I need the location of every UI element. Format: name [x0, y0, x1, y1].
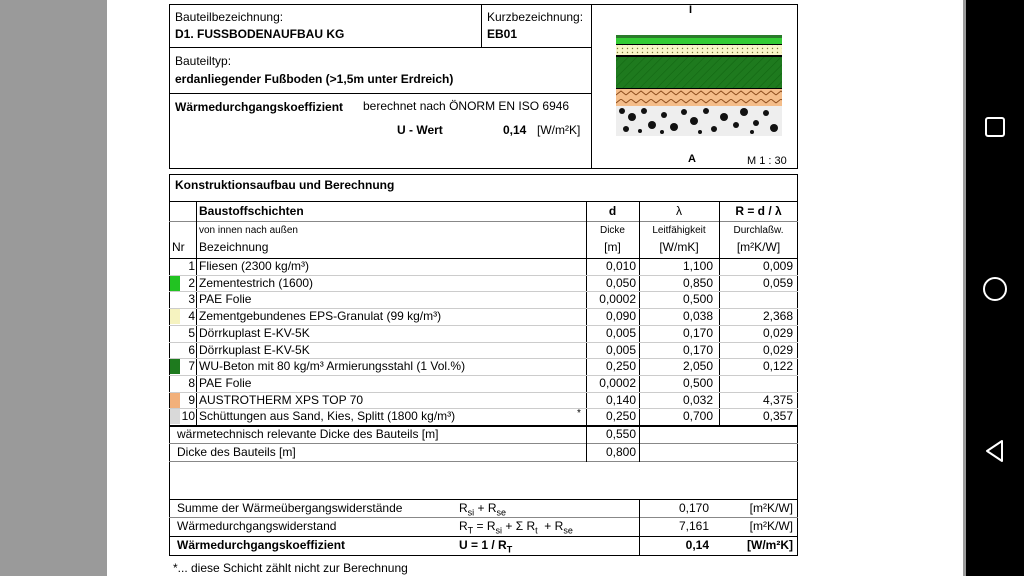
rt-value: 7,161	[678, 519, 709, 533]
table-row	[169, 275, 798, 292]
recent-apps-button[interactable]	[966, 102, 1024, 152]
rt-formula: $R_T = R_{si} + \Sigma$ $R_t + R_{se}$	[459, 519, 573, 536]
h-nr: Nr	[172, 240, 185, 254]
row-name: Fliesen (2300 kg/m³)	[199, 259, 310, 273]
circle-icon	[982, 276, 1008, 302]
u-final-formula: $U = 1 / R_T$	[459, 538, 513, 555]
sum-rs-unit: [m²K/W]	[749, 501, 793, 515]
row-r: 4,375	[762, 392, 793, 407]
row-r: 0,357	[762, 409, 793, 424]
row-r: 0,029	[762, 325, 793, 340]
col-layers: Baustoffschichten	[199, 204, 304, 218]
row-nr: 3	[188, 292, 195, 307]
row-name: AUSTROTHERM XPS TOP 70	[199, 392, 364, 407]
row-nr: 8	[188, 375, 195, 390]
row-r: 0,009	[762, 259, 793, 273]
u-final-value: 0,14	[685, 538, 709, 552]
row-name: PAE Folie	[199, 375, 252, 390]
kurz-value: EB01	[487, 27, 518, 41]
row-nr: 5	[188, 325, 195, 340]
navigation-bar	[966, 0, 1024, 576]
row-d: 0,250	[605, 409, 636, 424]
table-row	[169, 358, 798, 375]
square-icon	[984, 116, 1006, 138]
row-nr: 2	[188, 275, 195, 290]
row-d: 0,005	[605, 325, 636, 340]
bauteil-label: Bauteilbezeichnung:	[175, 10, 284, 24]
sum-rs-formula: $R_{si} + R_{se}$	[459, 501, 507, 518]
bauteil-value: D1. FUSSBODENAUFBAU KG	[175, 27, 345, 41]
row-lambda: 0,032	[682, 392, 713, 407]
sub-d: Dicke	[599, 225, 625, 236]
row-r: 2,368	[762, 309, 793, 324]
table-title: Konstruktionsaufbau und Berechnung	[175, 178, 395, 192]
u-final-unit: [W/m²K]	[747, 538, 793, 552]
row-name: Zementgebundenes EPS-Granulat (99 kg/m³)	[199, 309, 442, 324]
wd-label: Wärmedurchgangskoeffizient	[175, 100, 344, 114]
thick-total-value: 0,800	[605, 445, 636, 459]
sum-rs-label: Summe der Wärmeübergangswiderstände	[177, 501, 403, 515]
table-row	[169, 258, 798, 275]
back-button[interactable]	[966, 426, 1024, 476]
table-row	[169, 291, 798, 308]
wd-method: berechnet nach ÖNORM EN ISO 6946	[363, 99, 570, 113]
row-name: Dörrkuplast E-KV-5K	[199, 325, 310, 340]
kurz-label: Kurzbezeichnung:	[487, 10, 584, 24]
row-d: 0,005	[605, 342, 636, 357]
row-name: Dörrkuplast E-KV-5K	[199, 342, 310, 357]
row-d: 0,0002	[599, 292, 636, 307]
row-nr: 1	[188, 259, 195, 273]
row-mark: *	[577, 408, 581, 420]
col-lambda: λ	[676, 204, 682, 218]
thick-total-label: Dicke des Bauteils [m]	[177, 445, 296, 459]
row-name: PAE Folie	[199, 292, 252, 307]
row-lambda: 0,700	[682, 409, 713, 424]
rt-label: Wärmedurchgangswiderstand	[177, 519, 337, 533]
triangle-back-icon	[983, 439, 1007, 463]
row-d: 0,250	[605, 359, 636, 374]
typ-value: erdanliegender Fußboden (>1,5m unter Erdreich)	[175, 72, 454, 86]
row-name: WU-Beton mit 80 kg/m³ Armierungsstahl (1 Vol.%)	[199, 359, 466, 374]
row-nr: 4	[188, 309, 195, 324]
table-row	[169, 308, 798, 325]
row-r: 0,122	[762, 359, 793, 374]
table-row	[169, 342, 798, 359]
sub-order: von innen nach außen	[199, 225, 298, 236]
row-lambda: 0,500	[682, 292, 713, 307]
thick-relevant-value: 0,550	[605, 427, 636, 441]
table-row	[169, 392, 798, 409]
row-name: Schüttungen aus Sand, Kies, Splitt (1800 kg/m³)	[199, 409, 456, 424]
row-r: 0,029	[762, 342, 793, 357]
row-d: 0,010	[605, 259, 636, 273]
footnote: *... diese Schicht zählt nicht zur Berechnung	[173, 561, 408, 575]
thick-relevant-label: wärmetechnisch relevante Dicke des Bauteils [m]	[177, 427, 439, 441]
row-d: 0,090	[605, 309, 636, 324]
row-nr: 10	[181, 409, 195, 424]
row-nr: 9	[188, 392, 195, 407]
row-r: 0,059	[762, 275, 793, 290]
row-lambda: 0,170	[682, 342, 713, 357]
sum-rs-value: 0,170	[678, 501, 709, 515]
h-r-unit: [m²K/W]	[736, 240, 781, 254]
layer-section-drawing	[616, 35, 786, 137]
row-lambda: 0,170	[682, 325, 713, 340]
row-nr: 6	[188, 342, 195, 357]
table-row	[169, 408, 798, 425]
table-row	[169, 375, 798, 392]
row-lambda: 0,038	[682, 309, 713, 324]
sub-lambda: Leitfähigkeit	[652, 225, 706, 236]
row-nr: 7	[188, 359, 195, 374]
row-d: 0,140	[605, 392, 636, 407]
rt-unit: [m²K/W]	[749, 519, 793, 533]
u-final-label: Wärmedurchgangskoeffizient	[177, 538, 346, 552]
home-button[interactable]	[966, 264, 1024, 314]
row-lambda: 0,850	[682, 275, 713, 290]
typ-label: Bauteiltyp:	[175, 54, 232, 68]
row-d: 0,0002	[599, 375, 636, 390]
u-label: U - Wert	[397, 123, 443, 137]
h-d-unit: [m]	[604, 240, 621, 254]
drawing-top-label: I	[689, 4, 693, 16]
table-row	[169, 325, 798, 342]
col-r: R = d / λ	[735, 204, 782, 218]
sub-r: Durchlaßw.	[733, 225, 784, 236]
row-lambda: 1,100	[682, 259, 713, 273]
u-value: 0,14	[503, 123, 527, 137]
row-name: Zementestrich (1600)	[199, 275, 314, 290]
drawing-bottom-label: A	[688, 153, 696, 165]
row-lambda: 2,050	[682, 359, 713, 374]
col-d: d	[608, 204, 617, 218]
u-unit: [W/m²K]	[537, 123, 581, 137]
row-lambda: 0,500	[682, 375, 713, 390]
h-lambda-unit: [W/mK]	[659, 240, 699, 254]
row-d: 0,050	[605, 275, 636, 290]
document-page	[107, 0, 963, 576]
drawing-scale: M 1 : 30	[747, 155, 787, 167]
h-name: Bezeichnung	[199, 240, 269, 254]
